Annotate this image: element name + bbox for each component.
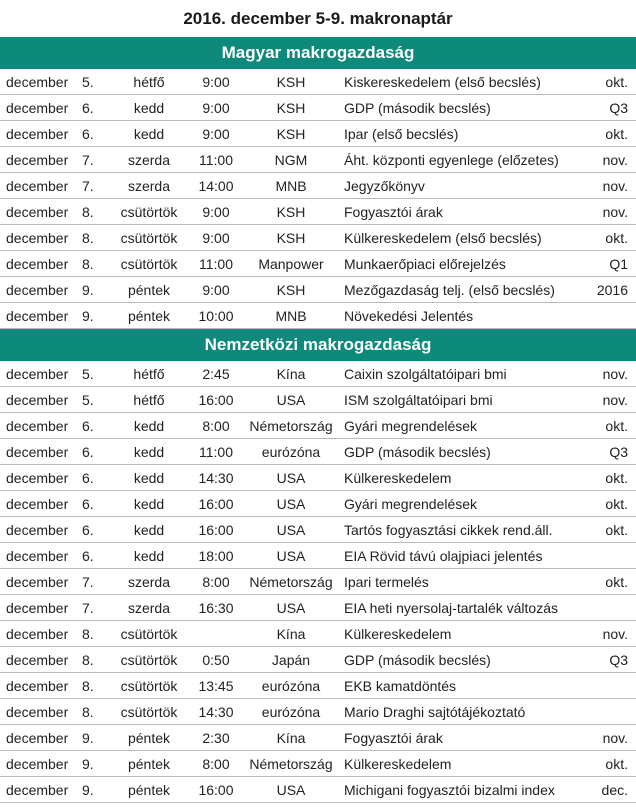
cell-source: USA bbox=[244, 517, 338, 543]
cell-month: december bbox=[0, 303, 80, 329]
cell-time: 10:00 bbox=[188, 303, 244, 329]
cell-source: Németország bbox=[244, 413, 338, 439]
table-row bbox=[0, 777, 636, 803]
cell-day: 8. bbox=[80, 621, 110, 647]
cell-weekday: hétfő bbox=[110, 361, 188, 387]
cell-day: 8. bbox=[80, 673, 110, 699]
page-title: 2016. december 5-9. makronaptár bbox=[183, 9, 453, 28]
cell-weekday: péntek bbox=[110, 777, 188, 803]
table-row bbox=[0, 439, 636, 465]
table-row bbox=[0, 69, 636, 95]
cell-month: december bbox=[0, 121, 80, 147]
cell-month: december bbox=[0, 725, 80, 751]
cell-day: 6. bbox=[80, 439, 110, 465]
cell-event: Gyári megrendelések bbox=[338, 491, 586, 517]
cell-weekday: kedd bbox=[110, 439, 188, 465]
cell-day: 6. bbox=[80, 517, 110, 543]
cell-month: december bbox=[0, 569, 80, 595]
table-row bbox=[0, 387, 636, 413]
cell-event: Ipari termelés bbox=[338, 569, 586, 595]
cell-weekday: szerda bbox=[110, 147, 188, 173]
cell-day: 8. bbox=[80, 225, 110, 251]
cell-source: MNB bbox=[244, 173, 338, 199]
cell-period: okt. bbox=[586, 69, 636, 95]
table-row bbox=[0, 199, 636, 225]
cell-month: december bbox=[0, 621, 80, 647]
cell-event: Michigani fogyasztói bizalmi index bbox=[338, 777, 586, 803]
cell-month: december bbox=[0, 413, 80, 439]
cell-source: USA bbox=[244, 777, 338, 803]
cell-time: 11:00 bbox=[188, 439, 244, 465]
cell-day: 6. bbox=[80, 121, 110, 147]
cell-weekday: hétfő bbox=[110, 387, 188, 413]
cell-time: 11:00 bbox=[188, 251, 244, 277]
table-row bbox=[0, 225, 636, 251]
cell-day: 7. bbox=[80, 595, 110, 621]
cell-weekday: csütörtök bbox=[110, 647, 188, 673]
cell-weekday: csütörtök bbox=[110, 251, 188, 277]
cell-period bbox=[586, 303, 636, 329]
table-row bbox=[0, 725, 636, 751]
cell-month: december bbox=[0, 647, 80, 673]
cell-day: 9. bbox=[80, 277, 110, 303]
cell-event: Áht. központi egyenlege (előzetes) bbox=[338, 147, 586, 173]
section-header: Nemzetközi makrogazdaság bbox=[0, 329, 636, 361]
cell-day: 7. bbox=[80, 569, 110, 595]
table-row bbox=[0, 147, 636, 173]
cell-time bbox=[188, 621, 244, 647]
cell-weekday: kedd bbox=[110, 413, 188, 439]
cell-weekday: péntek bbox=[110, 277, 188, 303]
table-row bbox=[0, 303, 636, 329]
cell-day: 8. bbox=[80, 699, 110, 725]
cell-time: 8:00 bbox=[188, 569, 244, 595]
cell-source: Kína bbox=[244, 725, 338, 751]
cell-day: 6. bbox=[80, 95, 110, 121]
cell-day: 9. bbox=[80, 777, 110, 803]
cell-weekday: csütörtök bbox=[110, 621, 188, 647]
cell-weekday: szerda bbox=[110, 595, 188, 621]
table-row bbox=[0, 491, 636, 517]
cell-time: 9:00 bbox=[188, 121, 244, 147]
cell-weekday: szerda bbox=[110, 569, 188, 595]
cell-event: Caixin szolgáltatóipari bmi bbox=[338, 361, 586, 387]
cell-period: okt. bbox=[586, 121, 636, 147]
cell-time: 9:00 bbox=[188, 69, 244, 95]
cell-source: KSH bbox=[244, 69, 338, 95]
cell-event: EIA heti nyersolaj-tartalék változás bbox=[338, 595, 586, 621]
cell-period bbox=[586, 673, 636, 699]
cell-weekday: kedd bbox=[110, 95, 188, 121]
calendar-table bbox=[0, 69, 636, 329]
cell-time: 13:45 bbox=[188, 673, 244, 699]
cell-day: 8. bbox=[80, 251, 110, 277]
cell-weekday: kedd bbox=[110, 121, 188, 147]
cell-source: KSH bbox=[244, 225, 338, 251]
cell-month: december bbox=[0, 491, 80, 517]
cell-event: Munkaerőpiaci előrejelzés bbox=[338, 251, 586, 277]
cell-day: 6. bbox=[80, 413, 110, 439]
cell-day: 9. bbox=[80, 725, 110, 751]
cell-month: december bbox=[0, 543, 80, 569]
cell-event: Jegyzőkönyv bbox=[338, 173, 586, 199]
table-row bbox=[0, 699, 636, 725]
cell-event: Mario Draghi sajtótájékoztató bbox=[338, 699, 586, 725]
cell-month: december bbox=[0, 439, 80, 465]
table-row bbox=[0, 465, 636, 491]
cell-event: Kiskereskedelem (első becslés) bbox=[338, 69, 586, 95]
cell-period: Q3 bbox=[586, 95, 636, 121]
cell-time: 14:00 bbox=[188, 173, 244, 199]
cell-source: Japán bbox=[244, 647, 338, 673]
cell-source: eurózóna bbox=[244, 439, 338, 465]
table-row bbox=[0, 621, 636, 647]
table-row bbox=[0, 121, 636, 147]
cell-period: nov. bbox=[586, 199, 636, 225]
cell-time: 2:45 bbox=[188, 361, 244, 387]
cell-month: december bbox=[0, 95, 80, 121]
cell-day: 5. bbox=[80, 69, 110, 95]
cell-month: december bbox=[0, 673, 80, 699]
cell-event: Tartós fogyasztási cikkek rend.áll. bbox=[338, 517, 586, 543]
cell-source: KSH bbox=[244, 95, 338, 121]
table-row bbox=[0, 251, 636, 277]
cell-source: eurózóna bbox=[244, 699, 338, 725]
cell-weekday: csütörtök bbox=[110, 699, 188, 725]
cell-month: december bbox=[0, 699, 80, 725]
cell-event: Külkereskedelem bbox=[338, 751, 586, 777]
cell-period: okt. bbox=[586, 751, 636, 777]
cell-source: USA bbox=[244, 543, 338, 569]
cell-event: Fogyasztói árak bbox=[338, 725, 586, 751]
cell-day: 6. bbox=[80, 543, 110, 569]
cell-period bbox=[586, 595, 636, 621]
cell-event: GDP (második becslés) bbox=[338, 439, 586, 465]
table-row bbox=[0, 595, 636, 621]
cell-period: okt. bbox=[586, 517, 636, 543]
cell-source: Kína bbox=[244, 621, 338, 647]
cell-day: 9. bbox=[80, 303, 110, 329]
cell-month: december bbox=[0, 225, 80, 251]
cell-day: 6. bbox=[80, 491, 110, 517]
cell-weekday: kedd bbox=[110, 491, 188, 517]
table-row bbox=[0, 751, 636, 777]
cell-source: Manpower bbox=[244, 251, 338, 277]
cell-month: december bbox=[0, 387, 80, 413]
cell-time: 9:00 bbox=[188, 225, 244, 251]
cell-weekday: csütörtök bbox=[110, 673, 188, 699]
cell-event: Mezőgazdaság telj. (első becslés) bbox=[338, 277, 586, 303]
cell-weekday: csütörtök bbox=[110, 199, 188, 225]
cell-period: dec. bbox=[586, 777, 636, 803]
cell-source: USA bbox=[244, 387, 338, 413]
cell-event: Külkereskedelem bbox=[338, 621, 586, 647]
table-row bbox=[0, 173, 636, 199]
cell-event: EKB kamatdöntés bbox=[338, 673, 586, 699]
cell-time: 2:30 bbox=[188, 725, 244, 751]
cell-source: KSH bbox=[244, 199, 338, 225]
cell-event: Gyári megrendelések bbox=[338, 413, 586, 439]
cell-month: december bbox=[0, 199, 80, 225]
cell-source: KSH bbox=[244, 277, 338, 303]
cell-source: USA bbox=[244, 491, 338, 517]
calendar-table bbox=[0, 361, 636, 803]
cell-day: 7. bbox=[80, 147, 110, 173]
cell-time: 9:00 bbox=[188, 277, 244, 303]
cell-time: 9:00 bbox=[188, 199, 244, 225]
cell-weekday: kedd bbox=[110, 465, 188, 491]
cell-time: 9:00 bbox=[188, 95, 244, 121]
cell-source: Németország bbox=[244, 569, 338, 595]
cell-month: december bbox=[0, 595, 80, 621]
cell-event: ISM szolgáltatóipari bmi bbox=[338, 387, 586, 413]
cell-event: GDP (második becslés) bbox=[338, 647, 586, 673]
cell-period: 2016 bbox=[586, 277, 636, 303]
cell-month: december bbox=[0, 69, 80, 95]
cell-period: okt. bbox=[586, 225, 636, 251]
table-row bbox=[0, 543, 636, 569]
cell-period: Q3 bbox=[586, 439, 636, 465]
cell-day: 8. bbox=[80, 647, 110, 673]
table-row bbox=[0, 569, 636, 595]
cell-day: 9. bbox=[80, 751, 110, 777]
cell-event: GDP (második becslés) bbox=[338, 95, 586, 121]
cell-time: 8:00 bbox=[188, 413, 244, 439]
cell-event: Ipar (első becslés) bbox=[338, 121, 586, 147]
cell-time: 11:00 bbox=[188, 147, 244, 173]
cell-event: Fogyasztói árak bbox=[338, 199, 586, 225]
cell-period: Q1 bbox=[586, 251, 636, 277]
cell-source: USA bbox=[244, 465, 338, 491]
cell-month: december bbox=[0, 517, 80, 543]
table-row bbox=[0, 517, 636, 543]
cell-source: eurózóna bbox=[244, 673, 338, 699]
cell-weekday: kedd bbox=[110, 543, 188, 569]
cell-time: 16:00 bbox=[188, 777, 244, 803]
cell-time: 8:00 bbox=[188, 751, 244, 777]
cell-time: 16:30 bbox=[188, 595, 244, 621]
cell-period: okt. bbox=[586, 569, 636, 595]
cell-source: Kína bbox=[244, 361, 338, 387]
cell-weekday: kedd bbox=[110, 517, 188, 543]
cell-time: 18:00 bbox=[188, 543, 244, 569]
cell-weekday: csütörtök bbox=[110, 225, 188, 251]
cell-time: 14:30 bbox=[188, 465, 244, 491]
cell-month: december bbox=[0, 751, 80, 777]
cell-month: december bbox=[0, 173, 80, 199]
cell-event: Növekedési Jelentés bbox=[338, 303, 586, 329]
cell-time: 16:00 bbox=[188, 491, 244, 517]
calendar bbox=[0, 37, 636, 803]
cell-event: Külkereskedelem bbox=[338, 465, 586, 491]
cell-weekday: hétfő bbox=[110, 69, 188, 95]
cell-time: 16:00 bbox=[188, 517, 244, 543]
cell-time: 0:50 bbox=[188, 647, 244, 673]
cell-weekday: péntek bbox=[110, 751, 188, 777]
cell-event: Külkereskedelem (első becslés) bbox=[338, 225, 586, 251]
cell-event: EIA Rövid távú olajpiaci jelentés bbox=[338, 543, 586, 569]
cell-month: december bbox=[0, 251, 80, 277]
cell-source: NGM bbox=[244, 147, 338, 173]
cell-period bbox=[586, 543, 636, 569]
cell-month: december bbox=[0, 147, 80, 173]
cell-source: USA bbox=[244, 595, 338, 621]
cell-month: december bbox=[0, 465, 80, 491]
cell-period: nov. bbox=[586, 361, 636, 387]
cell-day: 6. bbox=[80, 465, 110, 491]
cell-month: december bbox=[0, 777, 80, 803]
table-row bbox=[0, 413, 636, 439]
cell-source: Németország bbox=[244, 751, 338, 777]
cell-source: MNB bbox=[244, 303, 338, 329]
cell-period: Q3 bbox=[586, 647, 636, 673]
cell-day: 5. bbox=[80, 361, 110, 387]
section-hungarian bbox=[0, 37, 636, 329]
cell-weekday: péntek bbox=[110, 725, 188, 751]
cell-weekday: szerda bbox=[110, 173, 188, 199]
cell-month: december bbox=[0, 277, 80, 303]
cell-source: KSH bbox=[244, 121, 338, 147]
cell-period: okt. bbox=[586, 491, 636, 517]
table-row bbox=[0, 361, 636, 387]
cell-period: nov. bbox=[586, 173, 636, 199]
table-row bbox=[0, 95, 636, 121]
cell-time: 14:30 bbox=[188, 699, 244, 725]
cell-day: 7. bbox=[80, 173, 110, 199]
table-row bbox=[0, 673, 636, 699]
section-international bbox=[0, 329, 636, 803]
cell-period: nov. bbox=[586, 147, 636, 173]
cell-day: 5. bbox=[80, 387, 110, 413]
cell-day: 8. bbox=[80, 199, 110, 225]
section-header: Magyar makrogazdaság bbox=[0, 37, 636, 69]
cell-period: okt. bbox=[586, 465, 636, 491]
cell-period: okt. bbox=[586, 413, 636, 439]
table-row bbox=[0, 277, 636, 303]
cell-month: december bbox=[0, 361, 80, 387]
cell-weekday: péntek bbox=[110, 303, 188, 329]
cell-period: nov. bbox=[586, 725, 636, 751]
cell-time: 16:00 bbox=[188, 387, 244, 413]
cell-period: nov. bbox=[586, 387, 636, 413]
cell-period bbox=[586, 699, 636, 725]
cell-period: nov. bbox=[586, 621, 636, 647]
table-row bbox=[0, 647, 636, 673]
